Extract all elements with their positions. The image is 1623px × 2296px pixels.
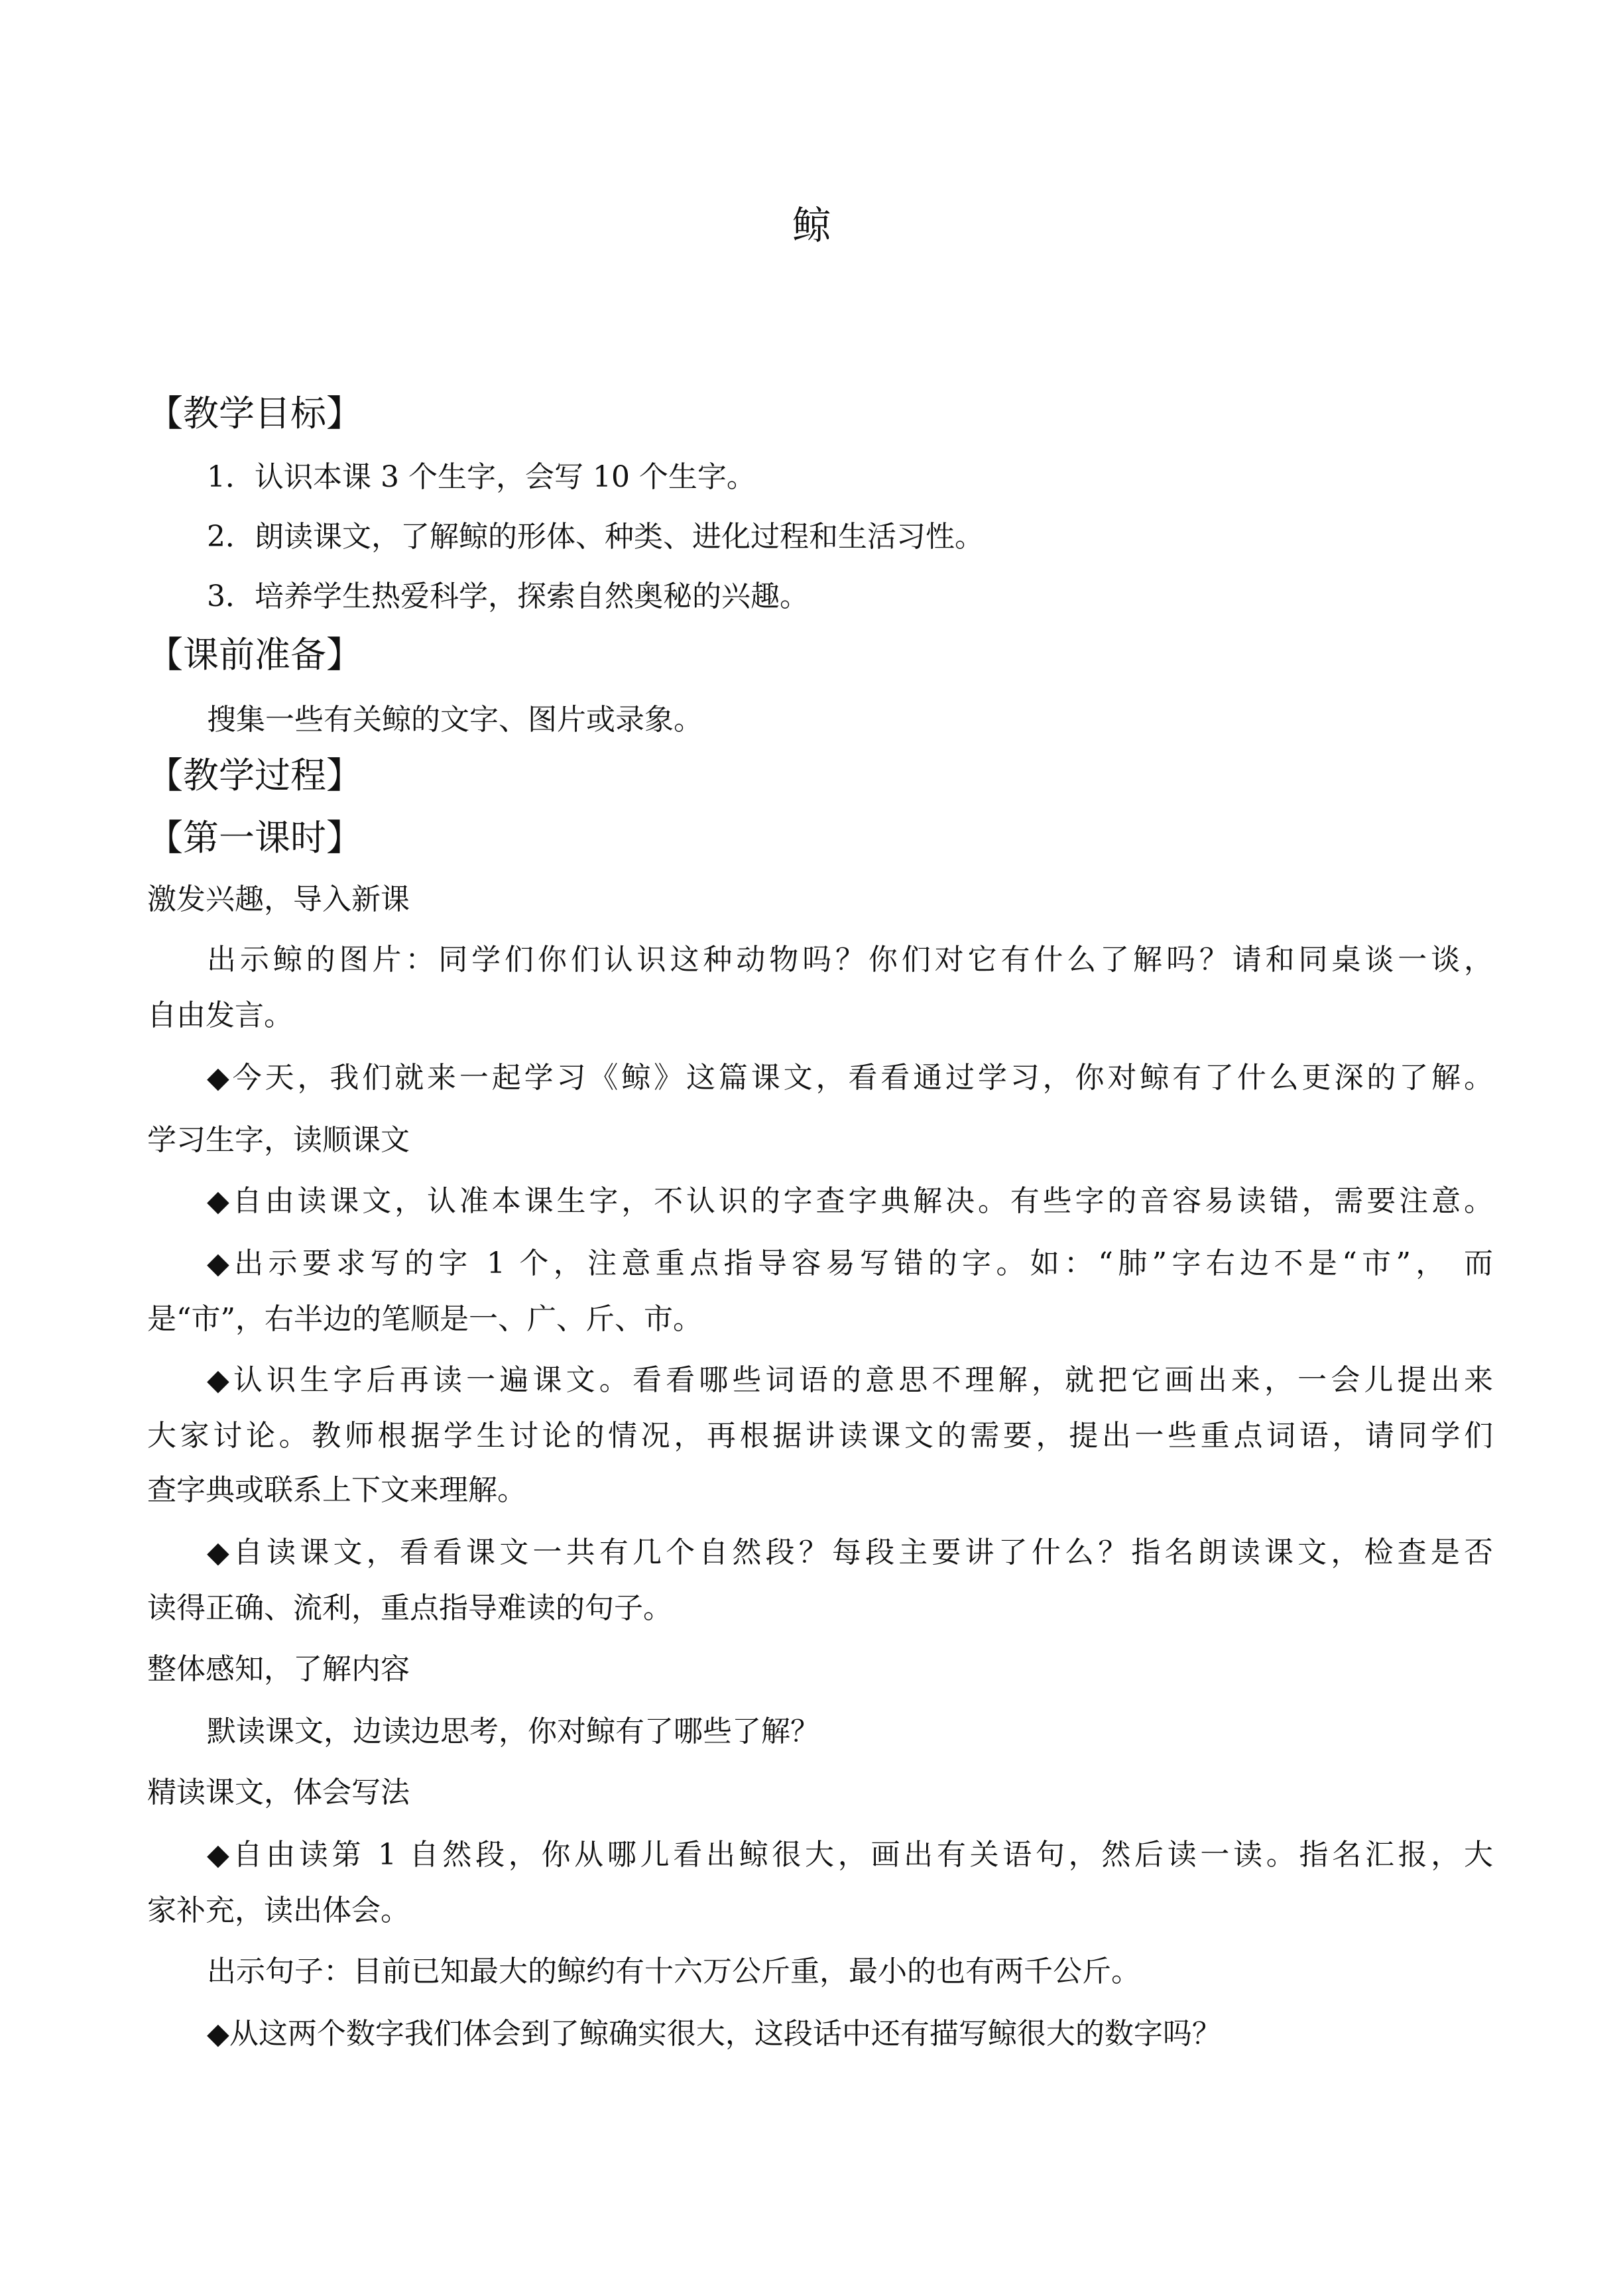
step2-paragraph2-line2: 是“市”，右半边的笔顺是一、广、斤、市。 xyxy=(147,1302,702,1336)
goal-item-3: 3．培养学生热爱科学，探索自然奥秘的兴趣。 xyxy=(207,579,809,613)
goal-item-1: 1．认识本课 3 个生字，会写 10 个生字。 xyxy=(207,460,756,494)
step3-title: 整体感知，了解内容 xyxy=(147,1652,410,1686)
goal-item-2: 2．朗读课文，了解鲸的形体、种类、进化过程和生活习性。 xyxy=(207,520,984,554)
step3-paragraph1: 默读课文，边读边思考，你对鲸有了哪些了解？ xyxy=(207,1715,819,1748)
step2-paragraph1: ◆自由读课文，认准本课生字，不认识的字查字典解决。有些字的音容易读错，需要注意。 xyxy=(207,1184,1493,1218)
step4-paragraph1-line1: ◆自由读第 1 自然段，你从哪儿看出鲸很大，画出有关语句，然后读一读。指名汇报，大 xyxy=(207,1838,1493,1872)
step2-paragraph4-line2: 读得正确、流利，重点指导难读的句子。 xyxy=(147,1591,672,1625)
step2-title: 学习生字，读顺课文 xyxy=(147,1123,410,1157)
step2-paragraph3-line1: ◆认识生字后再读一遍课文。看看哪些词语的意思不理解，就把它画出来，一会儿提出来 xyxy=(207,1363,1493,1397)
lesson1-heading: 【第一课时】 xyxy=(147,817,362,859)
step4-paragraph1-line2: 家补充，读出体会。 xyxy=(147,1894,410,1927)
prep-text: 搜集一些有关鲸的文字、图片或录象。 xyxy=(207,703,703,737)
step2-paragraph3-line2: 大家讨论。教师根据学生讨论的情况，再根据讲读课文的需要，提出一些重点词语，请同学们 xyxy=(147,1419,1493,1453)
step2-paragraph3-line3: 查字典或联系上下文来理解。 xyxy=(147,1473,526,1507)
step1-paragraph2: ◆今天，我们就来一起学习《鲸》这篇课文，看看通过学习，你对鲸有了什么更深的了解。 xyxy=(207,1061,1493,1095)
process-heading: 【教学过程】 xyxy=(147,755,362,796)
step1-paragraph1-line1: 出示鲸的图片：同学们你们认识这种动物吗？你们对它有什么了解吗？请和同桌谈一谈， xyxy=(207,943,1493,977)
step4-paragraph3: ◆从这两个数字我们体会到了鲸确实很大，这段话中还有描写鲸很大的数字吗？ xyxy=(207,2017,1221,2051)
step2-paragraph2-line1: ◆出示要求写的字 1 个，注意重点指导容易写错的字。如：“肺”字右边不是“市”， 而 xyxy=(207,1246,1493,1280)
step1-paragraph1-line2: 自由发言。 xyxy=(147,998,293,1032)
document-title: 鲸 xyxy=(792,203,831,248)
prep-heading: 【课前准备】 xyxy=(147,634,362,676)
step2-paragraph4-line1: ◆自读课文，看看课文一共有几个自然段？每段主要讲了什么？指名朗读课文，检查是否 xyxy=(207,1536,1493,1569)
step4-paragraph2: 出示句子：目前已知最大的鲸约有十六万公斤重，最小的也有两千公斤。 xyxy=(207,1955,1140,1988)
step4-title: 精读课文，体会写法 xyxy=(147,1776,410,1809)
goals-heading: 【教学目标】 xyxy=(147,393,362,434)
step1-title: 激发兴趣，导入新课 xyxy=(147,882,410,916)
